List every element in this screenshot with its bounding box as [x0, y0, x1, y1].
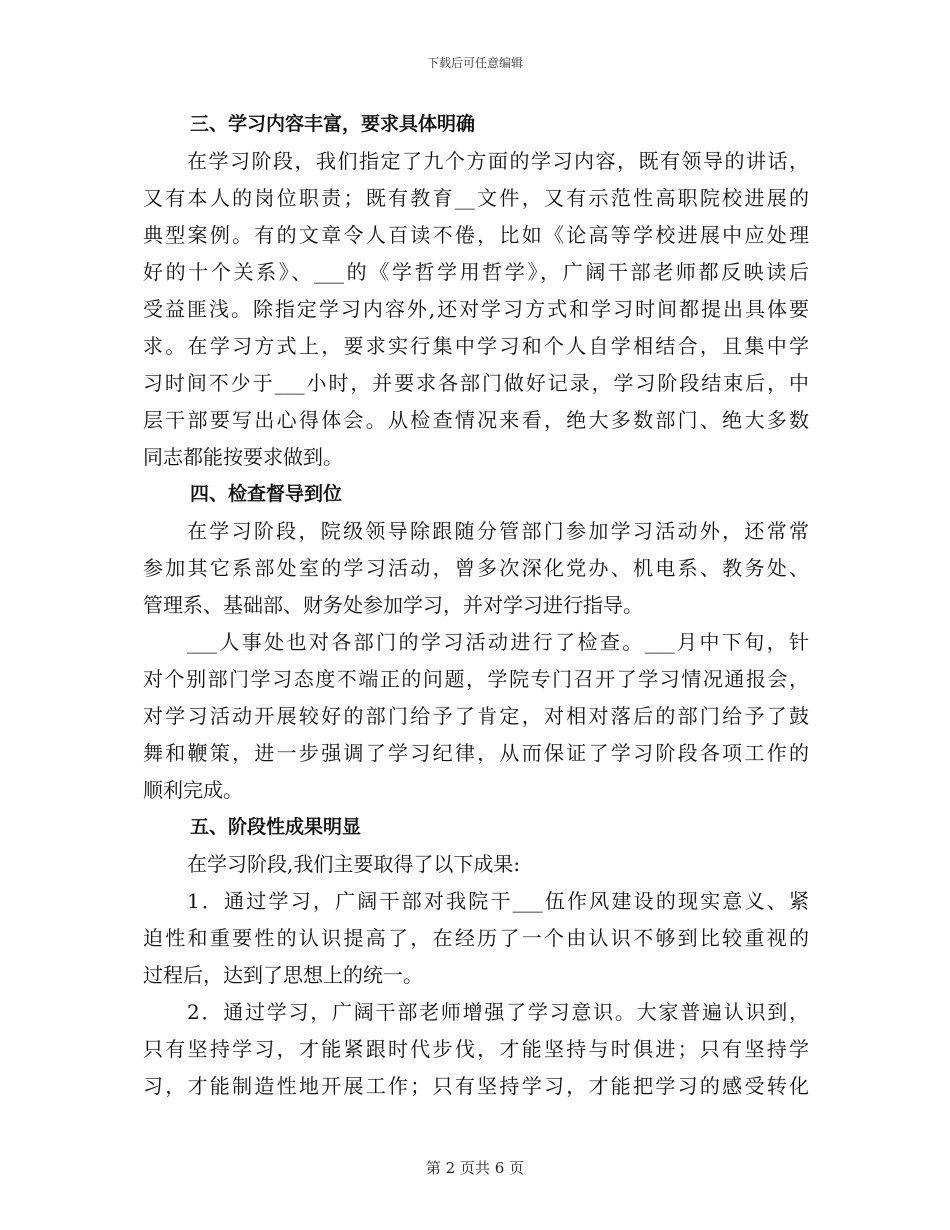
text-line: 习，才能制造性地开展工作；只有坚持学习，才能把学习的感受转化	[143, 1074, 809, 1098]
text-line: 受益匪浅。除指定学习内容外,还对学习方式和学习时间都提出具体要	[143, 297, 809, 321]
text-line: 顺利完成。	[143, 778, 243, 802]
paragraph	[143, 513, 809, 624]
paragraph	[143, 883, 809, 994]
page-header: 下载后可任意编辑	[426, 56, 523, 70]
text-line: 求。在学习方式上，要求实行集中学习和个人自学相结合，且集中学	[143, 334, 809, 358]
text-line: 在学习阶段,我们主要取得了以下成果:	[187, 852, 521, 876]
text-line: 只有坚持学习，才能紧跟时代步伐，才能坚持与时俱进；只有坚持学	[143, 1037, 809, 1061]
paragraph	[143, 846, 809, 883]
document-body	[143, 106, 809, 1105]
paragraph	[143, 143, 809, 476]
text-line: 又有本人的岗位职责；既有教育__文件，又有示范性高职院校进展的	[143, 186, 809, 210]
text-line: 好的十个关系》、___的《学哲学用哲学》，广阔干部老师都反映读后	[143, 260, 809, 284]
text-line: ___人事处也对各部门的学习活动进行了检查。___月中下旬，针	[187, 630, 809, 654]
text-line: 对个别部门学习态度不端正的问题，学院专门召开了学习情况通报会，	[143, 667, 809, 691]
text-line: 同志都能按要求做到。	[143, 445, 343, 469]
paragraph	[143, 994, 809, 1105]
text-line: 习时间不少于___小时，并要求各部门做好记录，学习阶段结束后，中	[143, 371, 809, 395]
section-heading: 五、阶段性成果明显	[190, 816, 362, 838]
page-footer: 第 2 页共 6 页	[425, 1159, 525, 1177]
section-4	[143, 476, 809, 809]
section-5	[143, 809, 809, 1105]
text-line: 管理系、基础部、财务处参加学习，并对学习进行指导。	[143, 593, 643, 617]
text-line: 舞和鞭策，进一步强调了学习纪律，从而保证了学习阶段各项工作的	[143, 741, 809, 765]
text-line: 迫性和重要性的认识提高了，在经历了一个由认识不够到比较重视的	[143, 926, 809, 950]
section-heading: 四、检查督导到位	[190, 483, 343, 505]
section-3	[143, 106, 809, 476]
text-line: 参加其它系部处室的学习活动，曾多次深化党办、机电系、教务处、	[143, 556, 809, 580]
text-line: 2．通过学习，广阔干部老师增强了学习意识。大家普遍认识到，	[187, 1000, 809, 1024]
text-line: 过程后，达到了思想上的统一。	[143, 963, 423, 987]
section-heading: 三、学习内容丰富，要求具体明确	[190, 113, 476, 135]
text-line: 在学习阶段，我们指定了九个方面的学习内容，既有领导的讲话，	[187, 149, 809, 173]
text-line: 在学习阶段，院级领导除跟随分管部门参加学习活动外，还常常	[187, 519, 809, 543]
text-line: 1．通过学习，广阔干部对我院干___伍作风建设的现实意义、紧	[187, 889, 809, 913]
text-line: 对学习活动开展较好的部门给予了肯定，对相对落后的部门给予了鼓	[143, 704, 809, 728]
text-line: 典型案例。有的文章令人百读不倦，比如《论高等学校进展中应处理	[143, 223, 809, 247]
paragraph	[143, 624, 809, 809]
text-line: 层干部要写出心得体会。从检查情况来看，绝大多数部门、绝大多数	[143, 408, 809, 432]
